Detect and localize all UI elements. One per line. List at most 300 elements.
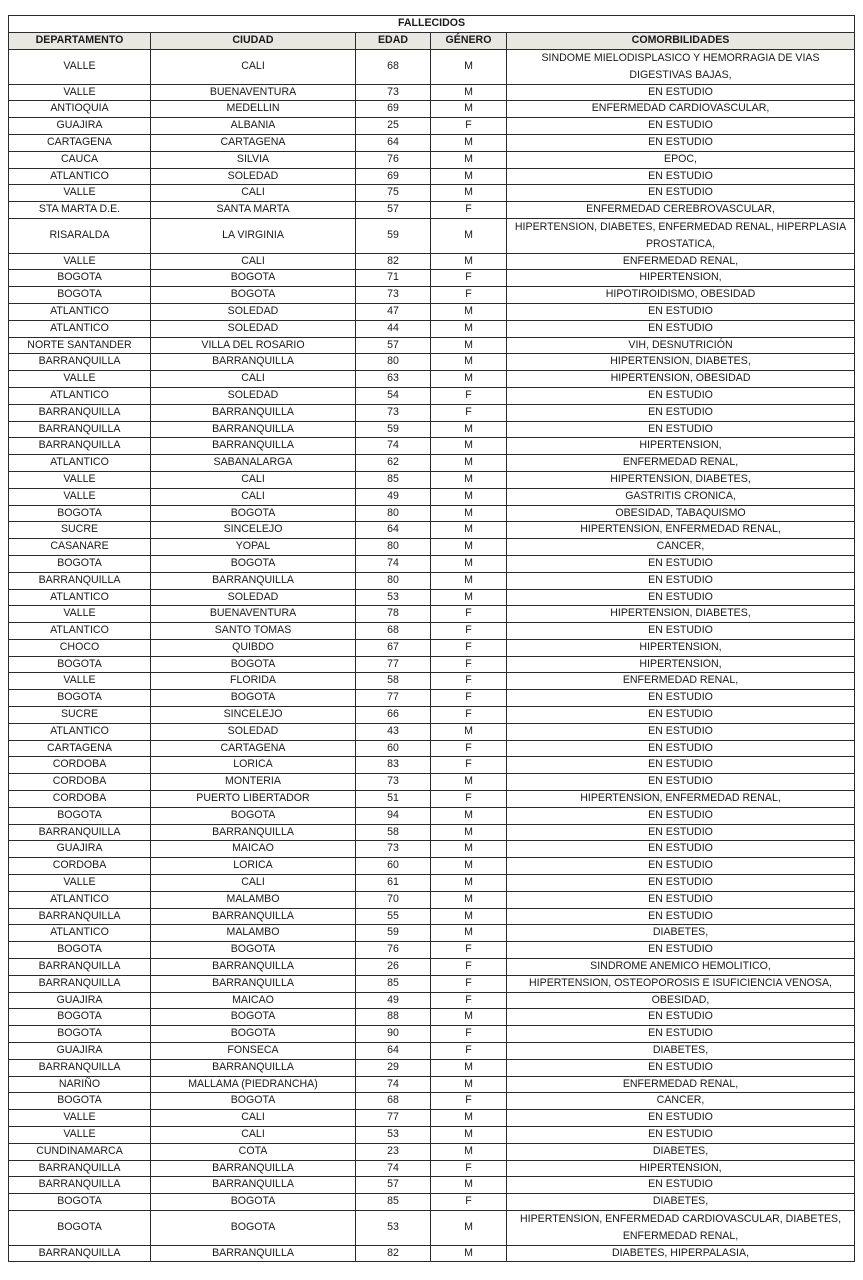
table-row bbox=[9, 371, 855, 388]
cell-ciudad: BOGOTA bbox=[151, 807, 356, 824]
cell-edad: 58 bbox=[356, 824, 431, 841]
cell-departamento: BOGOTA bbox=[9, 1210, 151, 1245]
cell-departamento: BARRANQUILLA bbox=[9, 1245, 151, 1262]
table-row bbox=[9, 673, 855, 690]
cell-departamento: VALLE bbox=[9, 1110, 151, 1127]
table-title: FALLECIDOS bbox=[9, 16, 855, 33]
cell-comorbilidades: EN ESTUDIO bbox=[507, 84, 855, 101]
cell-departamento: BARRANQUILLA bbox=[9, 908, 151, 925]
cell-edad: 64 bbox=[356, 522, 431, 539]
cell-edad: 59 bbox=[356, 218, 431, 253]
cell-ciudad: BOGOTA bbox=[151, 1093, 356, 1110]
cell-genero: F bbox=[431, 1026, 507, 1043]
cell-departamento: ATLANTICO bbox=[9, 387, 151, 404]
table-row bbox=[9, 1059, 855, 1076]
cell-ciudad: BARRANQUILLA bbox=[151, 404, 356, 421]
cell-comorbilidades: ENFERMEDAD RENAL, bbox=[507, 673, 855, 690]
table-row bbox=[9, 522, 855, 539]
cell-comorbilidades: EN ESTUDIO bbox=[507, 572, 855, 589]
table-row bbox=[9, 202, 855, 219]
cell-edad: 73 bbox=[356, 287, 431, 304]
table-row bbox=[9, 404, 855, 421]
cell-edad: 68 bbox=[356, 1093, 431, 1110]
cell-ciudad: BOGOTA bbox=[151, 656, 356, 673]
cell-comorbilidades: HIPERTENSION, bbox=[507, 639, 855, 656]
cell-ciudad: ALBANIA bbox=[151, 118, 356, 135]
cell-genero: F bbox=[431, 623, 507, 640]
cell-ciudad: BARRANQUILLA bbox=[151, 1160, 356, 1177]
cell-ciudad: BARRANQUILLA bbox=[151, 1177, 356, 1194]
cell-edad: 55 bbox=[356, 908, 431, 925]
cell-ciudad: BARRANQUILLA bbox=[151, 438, 356, 455]
cell-comorbilidades: CANCER, bbox=[507, 1093, 855, 1110]
cell-genero: M bbox=[431, 555, 507, 572]
cell-comorbilidades: HIPERTENSION, ENFERMEDAD RENAL, bbox=[507, 791, 855, 808]
cell-edad: 63 bbox=[356, 371, 431, 388]
cell-departamento: RISARALDA bbox=[9, 218, 151, 253]
cell-comorbilidades: EN ESTUDIO bbox=[507, 134, 855, 151]
cell-edad: 74 bbox=[356, 1160, 431, 1177]
table-row bbox=[9, 539, 855, 556]
cell-comorbilidades: CANCER, bbox=[507, 539, 855, 556]
cell-edad: 68 bbox=[356, 623, 431, 640]
cell-edad: 29 bbox=[356, 1059, 431, 1076]
cell-departamento: ANTIOQUIA bbox=[9, 101, 151, 118]
cell-genero: M bbox=[431, 539, 507, 556]
cell-ciudad: CALI bbox=[151, 875, 356, 892]
cell-comorbilidades: EN ESTUDIO bbox=[507, 858, 855, 875]
cell-edad: 77 bbox=[356, 656, 431, 673]
cell-comorbilidades: GASTRITIS CRONICA, bbox=[507, 488, 855, 505]
table-row bbox=[9, 606, 855, 623]
cell-edad: 53 bbox=[356, 1210, 431, 1245]
cell-comorbilidades: VIH, DESNUTRICIÓN bbox=[507, 337, 855, 354]
cell-ciudad: SINCELEJO bbox=[151, 522, 356, 539]
cell-departamento: NORTE SANTANDER bbox=[9, 337, 151, 354]
cell-ciudad: LORICA bbox=[151, 858, 356, 875]
table-row bbox=[9, 925, 855, 942]
cell-genero: F bbox=[431, 656, 507, 673]
cell-edad: 53 bbox=[356, 1127, 431, 1144]
table-row bbox=[9, 959, 855, 976]
cell-ciudad: MEDELLIN bbox=[151, 101, 356, 118]
cell-edad: 57 bbox=[356, 337, 431, 354]
cell-genero: M bbox=[431, 421, 507, 438]
table-row bbox=[9, 438, 855, 455]
table-row bbox=[9, 387, 855, 404]
cell-comorbilidades: EN ESTUDIO bbox=[507, 1127, 855, 1144]
cell-genero: M bbox=[431, 50, 507, 85]
cell-genero: F bbox=[431, 690, 507, 707]
table-row bbox=[9, 589, 855, 606]
cell-comorbilidades: EN ESTUDIO bbox=[507, 740, 855, 757]
cell-genero: M bbox=[431, 371, 507, 388]
cell-ciudad: FONSECA bbox=[151, 1043, 356, 1060]
table-row bbox=[9, 253, 855, 270]
cell-genero: M bbox=[431, 101, 507, 118]
cell-comorbilidades: HIPOTIROIDISMO, OBESIDAD bbox=[507, 287, 855, 304]
cell-departamento: VALLE bbox=[9, 185, 151, 202]
cell-edad: 88 bbox=[356, 1009, 431, 1026]
cell-comorbilidades: HIPERTENSION, ENFERMEDAD RENAL, bbox=[507, 522, 855, 539]
cell-genero: M bbox=[431, 572, 507, 589]
table-row bbox=[9, 50, 855, 85]
cell-ciudad: CARTAGENA bbox=[151, 740, 356, 757]
table-row bbox=[9, 134, 855, 151]
cell-genero: M bbox=[431, 253, 507, 270]
cell-departamento: ATLANTICO bbox=[9, 320, 151, 337]
cell-genero: F bbox=[431, 639, 507, 656]
cell-edad: 90 bbox=[356, 1026, 431, 1043]
cell-departamento: VALLE bbox=[9, 606, 151, 623]
table-row bbox=[9, 807, 855, 824]
table-row bbox=[9, 656, 855, 673]
cell-comorbilidades: EN ESTUDIO bbox=[507, 555, 855, 572]
cell-edad: 80 bbox=[356, 354, 431, 371]
cell-genero: F bbox=[431, 202, 507, 219]
cell-comorbilidades: HIPERTENSION, bbox=[507, 270, 855, 287]
cell-departamento: BARRANQUILLA bbox=[9, 1059, 151, 1076]
cell-comorbilidades: EN ESTUDIO bbox=[507, 118, 855, 135]
cell-ciudad: MALAMBO bbox=[151, 891, 356, 908]
cell-comorbilidades: DIABETES, bbox=[507, 1043, 855, 1060]
cell-departamento: VALLE bbox=[9, 253, 151, 270]
table-row bbox=[9, 1076, 855, 1093]
cell-genero: M bbox=[431, 908, 507, 925]
cell-edad: 62 bbox=[356, 455, 431, 472]
cell-departamento: ATLANTICO bbox=[9, 168, 151, 185]
cell-departamento: ATLANTICO bbox=[9, 623, 151, 640]
cell-ciudad: MONTERIA bbox=[151, 774, 356, 791]
table-row bbox=[9, 555, 855, 572]
cell-comorbilidades: EN ESTUDIO bbox=[507, 690, 855, 707]
cell-ciudad: CALI bbox=[151, 488, 356, 505]
table-row bbox=[9, 1043, 855, 1060]
cell-edad: 49 bbox=[356, 488, 431, 505]
table-body bbox=[9, 50, 855, 1262]
cell-genero: M bbox=[431, 522, 507, 539]
cell-departamento: SUCRE bbox=[9, 707, 151, 724]
cell-departamento: VALLE bbox=[9, 50, 151, 85]
cell-ciudad: SOLEDAD bbox=[151, 589, 356, 606]
cell-ciudad: CALI bbox=[151, 253, 356, 270]
cell-edad: 71 bbox=[356, 270, 431, 287]
table-row bbox=[9, 185, 855, 202]
cell-genero: M bbox=[431, 875, 507, 892]
cell-ciudad: BOGOTA bbox=[151, 690, 356, 707]
table-row bbox=[9, 690, 855, 707]
cell-edad: 53 bbox=[356, 589, 431, 606]
cell-comorbilidades: EPOC, bbox=[507, 151, 855, 168]
cell-ciudad: CALI bbox=[151, 1110, 356, 1127]
table-row bbox=[9, 1194, 855, 1211]
cell-edad: 57 bbox=[356, 1177, 431, 1194]
cell-departamento: BOGOTA bbox=[9, 690, 151, 707]
cell-comorbilidades: HIPERTENSION, OSTEOPOROSIS E ISUFICIENCIA VENOSA, bbox=[507, 975, 855, 992]
cell-ciudad: SOLEDAD bbox=[151, 387, 356, 404]
cell-departamento: BOGOTA bbox=[9, 505, 151, 522]
cell-genero: F bbox=[431, 757, 507, 774]
cell-departamento: BARRANQUILLA bbox=[9, 354, 151, 371]
cell-edad: 85 bbox=[356, 1194, 431, 1211]
fallecidos-table bbox=[8, 15, 855, 1262]
cell-edad: 64 bbox=[356, 134, 431, 151]
cell-ciudad: CALI bbox=[151, 50, 356, 85]
cell-departamento: STA MARTA D.E. bbox=[9, 202, 151, 219]
cell-ciudad: BOGOTA bbox=[151, 1194, 356, 1211]
table-header-row bbox=[9, 33, 855, 50]
cell-ciudad: SABANALARGA bbox=[151, 455, 356, 472]
cell-edad: 49 bbox=[356, 992, 431, 1009]
cell-genero: M bbox=[431, 1009, 507, 1026]
column-header-ciudad: CIUDAD bbox=[151, 33, 356, 50]
column-header-comorbilidades: COMORBILIDADES bbox=[507, 33, 855, 50]
cell-edad: 60 bbox=[356, 858, 431, 875]
cell-departamento: BARRANQUILLA bbox=[9, 438, 151, 455]
cell-departamento: CUNDINAMARCA bbox=[9, 1143, 151, 1160]
cell-genero: M bbox=[431, 438, 507, 455]
cell-comorbilidades: EN ESTUDIO bbox=[507, 707, 855, 724]
cell-departamento: CHOCO bbox=[9, 639, 151, 656]
cell-ciudad: CALI bbox=[151, 185, 356, 202]
cell-ciudad: QUIBDO bbox=[151, 639, 356, 656]
table-row bbox=[9, 471, 855, 488]
table-row bbox=[9, 723, 855, 740]
cell-edad: 74 bbox=[356, 1076, 431, 1093]
cell-genero: M bbox=[431, 1177, 507, 1194]
table-row bbox=[9, 1110, 855, 1127]
cell-comorbilidades: HIPERTENSION, ENFERMEDAD CARDIOVASCULAR, DIABETES, ENFERMEDAD RENAL, bbox=[507, 1210, 855, 1245]
cell-departamento: CORDOBA bbox=[9, 858, 151, 875]
cell-ciudad: YOPAL bbox=[151, 539, 356, 556]
cell-comorbilidades: ENFERMEDAD RENAL, bbox=[507, 1076, 855, 1093]
cell-ciudad: BOGOTA bbox=[151, 1026, 356, 1043]
cell-edad: 67 bbox=[356, 639, 431, 656]
cell-edad: 73 bbox=[356, 404, 431, 421]
cell-genero: F bbox=[431, 1194, 507, 1211]
cell-comorbilidades: SINDOME MIELODISPLASICO Y HEMORRAGIA DE VIAS DIGESTIVAS BAJAS, bbox=[507, 50, 855, 85]
cell-comorbilidades: EN ESTUDIO bbox=[507, 891, 855, 908]
cell-comorbilidades: EN ESTUDIO bbox=[507, 1059, 855, 1076]
cell-departamento: CASANARE bbox=[9, 539, 151, 556]
cell-edad: 57 bbox=[356, 202, 431, 219]
table-row bbox=[9, 320, 855, 337]
cell-departamento: BARRANQUILLA bbox=[9, 824, 151, 841]
cell-comorbilidades: ENFERMEDAD RENAL, bbox=[507, 455, 855, 472]
cell-comorbilidades: EN ESTUDIO bbox=[507, 875, 855, 892]
cell-edad: 43 bbox=[356, 723, 431, 740]
cell-comorbilidades: HIPERTENSION, DIABETES, bbox=[507, 354, 855, 371]
cell-genero: M bbox=[431, 134, 507, 151]
cell-genero: M bbox=[431, 218, 507, 253]
table-row bbox=[9, 757, 855, 774]
cell-edad: 73 bbox=[356, 84, 431, 101]
cell-ciudad: BOGOTA bbox=[151, 1210, 356, 1245]
cell-comorbilidades: EN ESTUDIO bbox=[507, 723, 855, 740]
cell-departamento: VALLE bbox=[9, 875, 151, 892]
cell-genero: M bbox=[431, 168, 507, 185]
table-row bbox=[9, 1245, 855, 1262]
cell-departamento: BARRANQUILLA bbox=[9, 404, 151, 421]
cell-ciudad: SOLEDAD bbox=[151, 303, 356, 320]
cell-genero: F bbox=[431, 606, 507, 623]
table-row bbox=[9, 942, 855, 959]
cell-ciudad: BARRANQUILLA bbox=[151, 1245, 356, 1262]
table-row bbox=[9, 1160, 855, 1177]
cell-genero: F bbox=[431, 992, 507, 1009]
cell-departamento: VALLE bbox=[9, 1127, 151, 1144]
cell-comorbilidades: EN ESTUDIO bbox=[507, 841, 855, 858]
cell-genero: F bbox=[431, 404, 507, 421]
cell-edad: 77 bbox=[356, 1110, 431, 1127]
cell-comorbilidades: EN ESTUDIO bbox=[507, 757, 855, 774]
table-row bbox=[9, 505, 855, 522]
cell-edad: 73 bbox=[356, 774, 431, 791]
table-row bbox=[9, 1026, 855, 1043]
cell-genero: M bbox=[431, 858, 507, 875]
cell-comorbilidades: EN ESTUDIO bbox=[507, 303, 855, 320]
table-row bbox=[9, 1093, 855, 1110]
cell-ciudad: BOGOTA bbox=[151, 1009, 356, 1026]
cell-genero: M bbox=[431, 774, 507, 791]
cell-ciudad: PUERTO LIBERTADOR bbox=[151, 791, 356, 808]
cell-genero: M bbox=[431, 185, 507, 202]
table-row bbox=[9, 421, 855, 438]
cell-ciudad: BOGOTA bbox=[151, 287, 356, 304]
cell-ciudad: SINCELEJO bbox=[151, 707, 356, 724]
cell-comorbilidades: DIABETES, bbox=[507, 1194, 855, 1211]
cell-departamento: CAUCA bbox=[9, 151, 151, 168]
cell-edad: 59 bbox=[356, 421, 431, 438]
table-row bbox=[9, 908, 855, 925]
table-row bbox=[9, 1009, 855, 1026]
table-row bbox=[9, 488, 855, 505]
cell-genero: F bbox=[431, 1043, 507, 1060]
cell-ciudad: COTA bbox=[151, 1143, 356, 1160]
cell-edad: 51 bbox=[356, 791, 431, 808]
cell-genero: M bbox=[431, 807, 507, 824]
cell-departamento: VALLE bbox=[9, 673, 151, 690]
cell-genero: F bbox=[431, 287, 507, 304]
cell-departamento: BOGOTA bbox=[9, 656, 151, 673]
cell-edad: 70 bbox=[356, 891, 431, 908]
cell-ciudad: BARRANQUILLA bbox=[151, 572, 356, 589]
cell-comorbilidades: EN ESTUDIO bbox=[507, 421, 855, 438]
cell-departamento: BOGOTA bbox=[9, 555, 151, 572]
cell-ciudad: BOGOTA bbox=[151, 505, 356, 522]
cell-genero: M bbox=[431, 723, 507, 740]
cell-ciudad: BARRANQUILLA bbox=[151, 908, 356, 925]
cell-ciudad: SANTO TOMAS bbox=[151, 623, 356, 640]
cell-ciudad: SOLEDAD bbox=[151, 168, 356, 185]
cell-edad: 78 bbox=[356, 606, 431, 623]
table-row bbox=[9, 1143, 855, 1160]
cell-comorbilidades: ENFERMEDAD CEREBROVASCULAR, bbox=[507, 202, 855, 219]
cell-edad: 25 bbox=[356, 118, 431, 135]
cell-genero: M bbox=[431, 589, 507, 606]
cell-edad: 44 bbox=[356, 320, 431, 337]
table-row bbox=[9, 841, 855, 858]
cell-comorbilidades: OBESIDAD, bbox=[507, 992, 855, 1009]
cell-ciudad: VILLA DEL ROSARIO bbox=[151, 337, 356, 354]
cell-comorbilidades: EN ESTUDIO bbox=[507, 404, 855, 421]
cell-departamento: CORDOBA bbox=[9, 757, 151, 774]
table-row bbox=[9, 891, 855, 908]
cell-genero: F bbox=[431, 707, 507, 724]
cell-genero: M bbox=[431, 1210, 507, 1245]
cell-ciudad: BARRANQUILLA bbox=[151, 975, 356, 992]
cell-comorbilidades: EN ESTUDIO bbox=[507, 1026, 855, 1043]
table-row bbox=[9, 975, 855, 992]
table-row bbox=[9, 639, 855, 656]
table-row bbox=[9, 270, 855, 287]
cell-genero: M bbox=[431, 84, 507, 101]
cell-edad: 85 bbox=[356, 975, 431, 992]
cell-edad: 69 bbox=[356, 101, 431, 118]
cell-genero: F bbox=[431, 975, 507, 992]
cell-genero: M bbox=[431, 354, 507, 371]
table-row bbox=[9, 623, 855, 640]
table-row bbox=[9, 707, 855, 724]
cell-edad: 76 bbox=[356, 942, 431, 959]
cell-ciudad: BARRANQUILLA bbox=[151, 354, 356, 371]
cell-ciudad: MAICAO bbox=[151, 992, 356, 1009]
cell-departamento: VALLE bbox=[9, 488, 151, 505]
cell-ciudad: MALLAMA (PIEDRANCHA) bbox=[151, 1076, 356, 1093]
cell-edad: 58 bbox=[356, 673, 431, 690]
cell-departamento: BARRANQUILLA bbox=[9, 1160, 151, 1177]
cell-comorbilidades: HIPERTENSION, bbox=[507, 1160, 855, 1177]
cell-ciudad: CARTAGENA bbox=[151, 134, 356, 151]
cell-departamento: BOGOTA bbox=[9, 942, 151, 959]
cell-ciudad: SANTA MARTA bbox=[151, 202, 356, 219]
cell-edad: 26 bbox=[356, 959, 431, 976]
cell-comorbilidades: EN ESTUDIO bbox=[507, 1177, 855, 1194]
cell-departamento: ATLANTICO bbox=[9, 925, 151, 942]
cell-ciudad: SILVIA bbox=[151, 151, 356, 168]
cell-comorbilidades: EN ESTUDIO bbox=[507, 320, 855, 337]
cell-comorbilidades: EN ESTUDIO bbox=[507, 824, 855, 841]
cell-genero: M bbox=[431, 1245, 507, 1262]
cell-edad: 82 bbox=[356, 1245, 431, 1262]
table-row bbox=[9, 1177, 855, 1194]
cell-comorbilidades: HIPERTENSION, DIABETES, ENFERMEDAD RENAL, HIPERPLASIA PROSTATICA, bbox=[507, 218, 855, 253]
cell-departamento: GUAJIRA bbox=[9, 118, 151, 135]
column-header-genero: GÉNERO bbox=[431, 33, 507, 50]
cell-departamento: CARTAGENA bbox=[9, 134, 151, 151]
cell-departamento: ATLANTICO bbox=[9, 303, 151, 320]
cell-edad: 77 bbox=[356, 690, 431, 707]
cell-ciudad: BUENAVENTURA bbox=[151, 606, 356, 623]
table-row bbox=[9, 740, 855, 757]
cell-ciudad: SOLEDAD bbox=[151, 723, 356, 740]
cell-genero: F bbox=[431, 942, 507, 959]
cell-edad: 61 bbox=[356, 875, 431, 892]
cell-departamento: BARRANQUILLA bbox=[9, 421, 151, 438]
cell-comorbilidades: HIPERTENSION, OBESIDAD bbox=[507, 371, 855, 388]
cell-edad: 80 bbox=[356, 572, 431, 589]
table-row bbox=[9, 337, 855, 354]
cell-departamento: ATLANTICO bbox=[9, 455, 151, 472]
table-row bbox=[9, 824, 855, 841]
cell-edad: 80 bbox=[356, 539, 431, 556]
cell-edad: 94 bbox=[356, 807, 431, 824]
table-row bbox=[9, 168, 855, 185]
cell-genero: M bbox=[431, 505, 507, 522]
cell-departamento: BARRANQUILLA bbox=[9, 959, 151, 976]
cell-edad: 74 bbox=[356, 555, 431, 572]
cell-edad: 60 bbox=[356, 740, 431, 757]
